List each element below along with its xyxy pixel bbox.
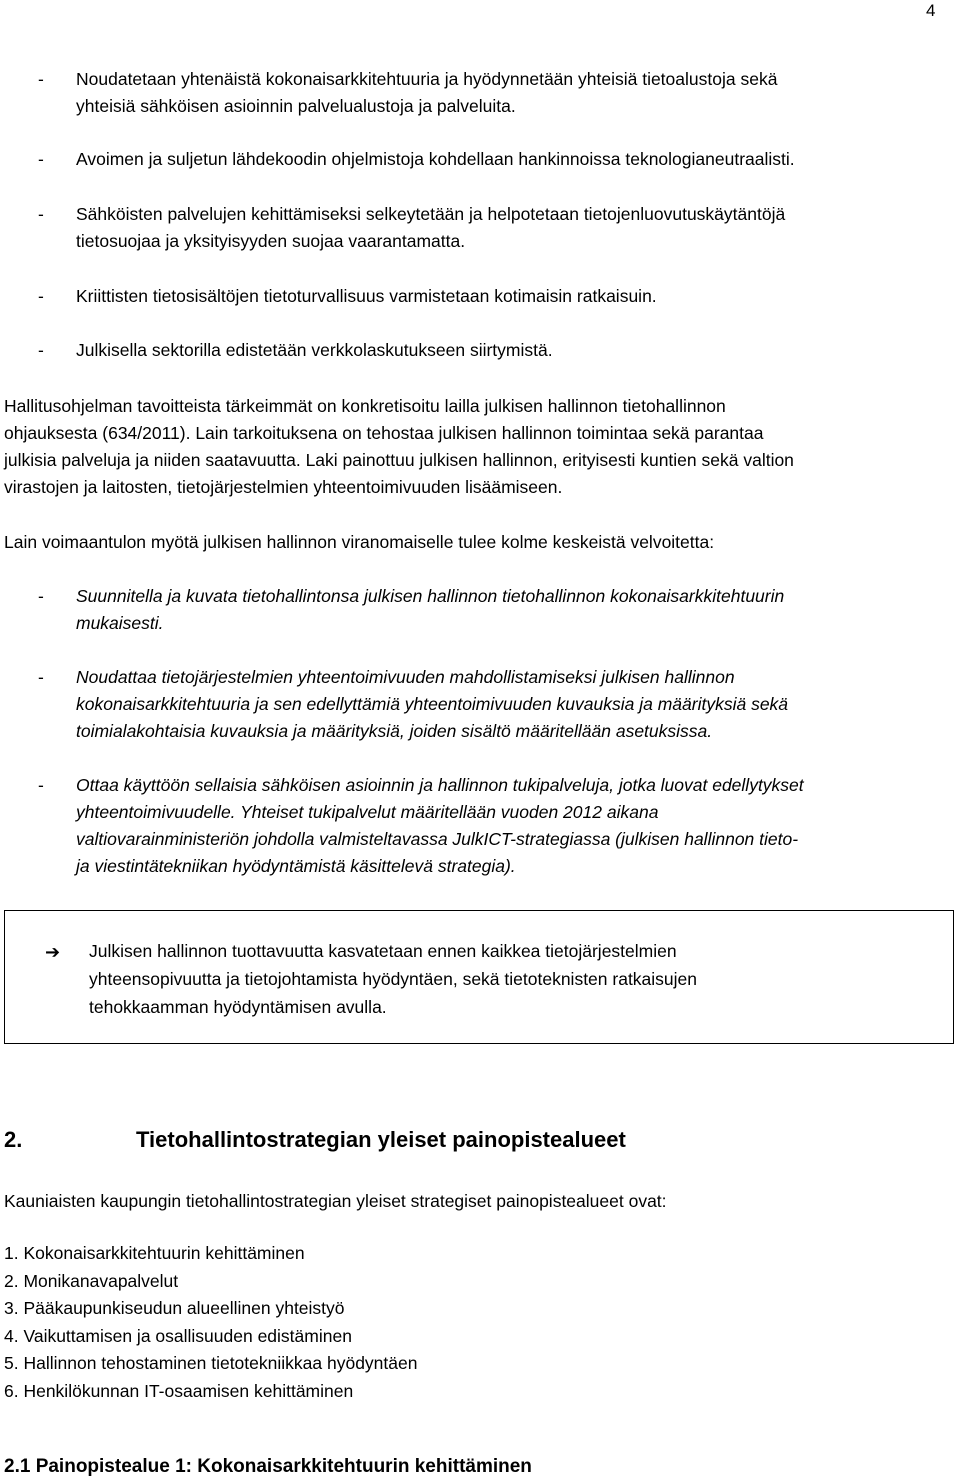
bullet-item xyxy=(4,146,944,173)
dash: - xyxy=(38,149,44,169)
list-item: 1. Kokonaisarkkitehtuurin kehittäminen xyxy=(4,1243,305,1263)
paragraph-lain-voimaantulo: Lain voimaantulon myötä julkisen hallinnon viranomaiselle tulee kolme keskeistä velvoitetta: xyxy=(4,532,715,552)
bullet-item xyxy=(4,201,944,255)
bullet-text: Ottaa käyttöön sellaisia sähköisen asioinnin ja hallinnon tukipalveluja, jotka luovat edellytykset xyxy=(76,775,804,795)
bullet-text: yhteisiä sähköisen asioinnin palvelualustoja ja palveluita. xyxy=(76,96,516,116)
subsection-heading: 2.1 Painopistealue 1: Kokonaisarkkitehtuurin kehittäminen xyxy=(4,1456,532,1477)
bullet-text: Noudatetaan yhtenäistä kokonaisarkkitehtuuria ja hyödynnetään yhteisiä tietoalustoja sekä xyxy=(76,69,778,89)
dash: - xyxy=(38,69,44,89)
bullet-text: Julkisella sektorilla edistetään verkkolaskutukseen siirtymistä. xyxy=(76,340,553,360)
section-heading xyxy=(4,1123,626,1157)
bullet-line xyxy=(4,799,944,826)
bullet-text: Avoimen ja suljetun lähdekoodin ohjelmistoja kohdellaan hankinnoissa teknologianeutraalisti. xyxy=(76,149,795,169)
bullet-line xyxy=(4,664,944,691)
bullet-line xyxy=(4,146,944,173)
bullet-text: Kriittisten tietosisältöjen tietoturvallisuus varmistetaan kotimaisin ratkaisuin. xyxy=(76,286,657,306)
dash: - xyxy=(38,286,44,306)
bullet-text: kokonaisarkkitehtuuria ja sen edellyttämiä yhteentoimivuuden kuvauksia ja määrityksiä sekä xyxy=(76,694,789,714)
bullet-text: Suunnitella ja kuvata tietohallintonsa julkisen hallinnon tietohallinnon kokonaisarkkitehtuurin xyxy=(76,586,785,606)
intro-painopistealueet: Kauniaisten kaupungin tietohallintostrategian yleiset strategiset painopistealueet ovat: xyxy=(4,1191,667,1211)
list-item: 4. Vaikuttamisen ja osallisuuden edistäminen xyxy=(4,1325,352,1346)
bullet-line xyxy=(4,610,944,637)
callout-line: tehokkaamman hyödyntämisen avulla. xyxy=(89,997,387,1017)
obligation-item xyxy=(4,772,944,880)
bullet-line xyxy=(4,826,944,853)
callout-box xyxy=(4,910,954,1044)
bullet-item xyxy=(4,283,944,310)
bullet-text: mukaisesti. xyxy=(76,613,164,633)
bullet-line xyxy=(4,201,944,228)
bullet-text: Sähköisten palvelujen kehittämiseksi selkeytetään ja helpotetaan tietojenluovutuskäytäntöjä xyxy=(76,204,786,224)
list-item: 5. Hallinnon tehostaminen tietotekniikkaa hyödyntäen xyxy=(4,1353,418,1373)
arrow-right-icon: ➔ xyxy=(45,942,61,962)
bullet-text: toimialakohtaisia kuvauksia ja määrityksiä, joiden sisältö määritellään asetuksissa. xyxy=(76,721,713,741)
bullet-line xyxy=(4,853,944,880)
callout-line: Julkisen hallinnon tuottavuutta kasvatetaan ennen kaikkea tietojärjestelmien xyxy=(89,941,677,961)
list-item: 3. Pääkaupunkiseudun alueellinen yhteistyö xyxy=(4,1298,345,1318)
paragraph-hallitusohjelma xyxy=(4,393,944,501)
callout-line: yhteensopivuutta ja tietojohtamista hyödyntäen, sekä tietoteknisten ratkaisujen xyxy=(89,969,698,989)
list-item: 2. Monikanavapalvelut xyxy=(4,1270,179,1291)
bullet-line xyxy=(4,772,944,799)
bullet-text: yhteentoimivuudelle. Yhteiset tukipalvelut määritellään vuoden 2012 aikana xyxy=(76,802,659,822)
dash: - xyxy=(38,667,44,687)
bullet-line xyxy=(4,337,944,364)
dash: - xyxy=(38,340,44,360)
page-number: 4 xyxy=(926,1,936,20)
paragraph-line: Hallitusohjelman tavoitteista tärkeimmät on konkretisoitu lailla julkisen hallinnon tietohallinnon xyxy=(4,396,726,416)
bullet-text: valtiovarainministeriön johdolla valmisteltavassa JulkICT-strategiassa (julkisen hallinnon tieto- xyxy=(76,829,799,849)
bullet-line xyxy=(4,228,944,255)
painopiste-list xyxy=(4,1240,417,1405)
paragraph-line: virastojen ja laitosten, tietojärjestelmien yhteentoimivuuden lisäämiseen. xyxy=(4,477,563,497)
bullet-line xyxy=(4,691,944,718)
bullet-line xyxy=(4,66,944,93)
bullet-text: ja viestintätekniikan hyödyntämistä käsittelevä strategia). xyxy=(76,856,516,876)
bullet-text: Noudattaa tietojärjestelmien yhteentoimivuuden mahdollistamiseksi julkisen hallinnon xyxy=(76,667,735,687)
bullet-line xyxy=(4,718,944,745)
obligation-item xyxy=(4,583,944,637)
bullet-line xyxy=(4,583,944,610)
section-title: Tietohallintostrategian yleiset painopistealueet xyxy=(136,1127,626,1152)
paragraph-line: ohjauksesta (634/2011). Lain tarkoituksena on tehostaa julkisen hallinnon toimintaa sekä parantaa xyxy=(4,423,764,443)
bullet-line xyxy=(4,283,944,310)
obligation-item xyxy=(4,664,944,745)
dash: - xyxy=(38,204,44,224)
dash: - xyxy=(38,775,44,795)
bullet-text: tietosuojaa ja yksityisyyden suojaa vaarantamatta. xyxy=(76,231,466,251)
bullet-line xyxy=(4,93,944,120)
paragraph-line: julkisia palveluja ja niiden saatavuutta. Laki painottuu julkisen hallinnon, erityisesti kuntien sekä valtion xyxy=(4,450,794,470)
callout-text xyxy=(89,937,869,1021)
dash: - xyxy=(38,586,44,606)
section-number: 2. xyxy=(4,1127,23,1152)
bullet-item xyxy=(4,337,944,364)
list-item: 6. Henkilökunnan IT-osaamisen kehittäminen xyxy=(4,1380,354,1401)
bullet-item xyxy=(4,66,944,120)
